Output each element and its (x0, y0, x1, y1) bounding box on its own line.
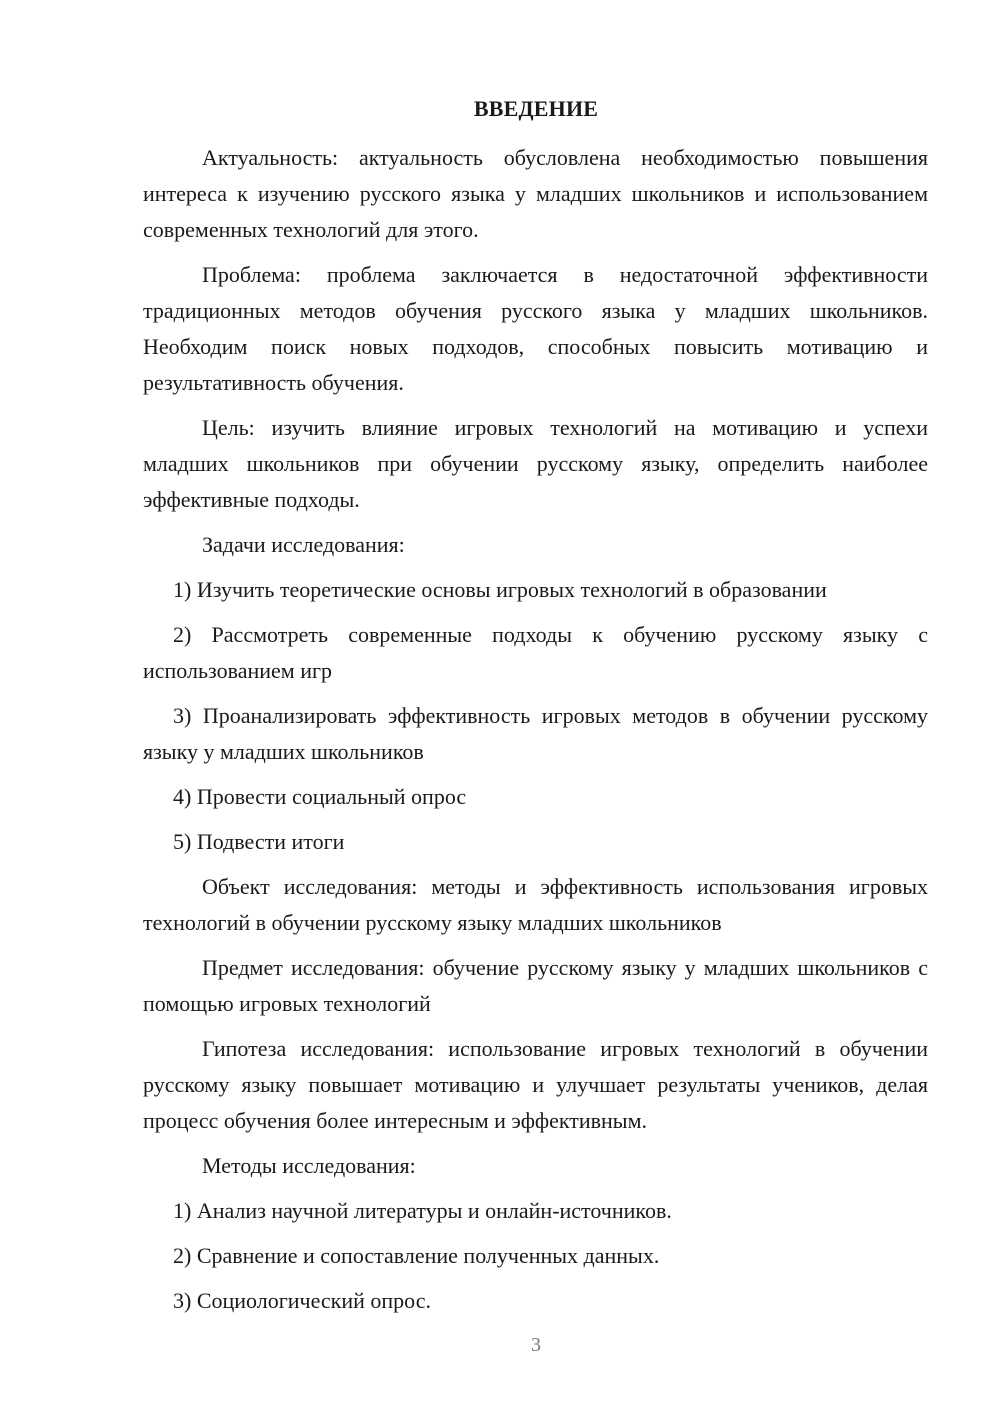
goal-paragraph: Цель: изучить влияние игровых технологий на мотивацию и успехи младших школьников при обучении русскому языку, определить наиболее эффективные подходы. (143, 415, 928, 512)
method-item: 2) Сравнение и сопоставление полученных данных. (173, 1243, 660, 1268)
task-item: 2) Рассмотреть современные подходы к обучению русскому языку с использованием игр (143, 622, 928, 683)
tasks-list (143, 572, 928, 860)
page-title: ВВЕДЕНИЕ (473, 96, 599, 121)
task-item: 3) Проанализировать эффективность игровых методов в обучении русскому языку у младших школьников (143, 703, 928, 764)
document-body (143, 140, 928, 1328)
problem-paragraph: Проблема: проблема заключается в недостаточной эффективности традиционных методов обучения русского языка у младших школьников. Необходим поиск новых подходов, способных повысить мотивацию и результативность обучения. (143, 262, 928, 395)
hypothesis-paragraph: Гипотеза исследования: использование игровых технологий в обучении русскому языку повышает мотивацию и улучшает результаты учеников, делая процесс обучения более интересным и эффективным. (143, 1036, 928, 1133)
relevance-paragraph: Актуальность: актуальность обусловлена необходимостью повышения интереса к изучению русского языка у младших школьников и использованием современных технологий для этого. (143, 145, 928, 242)
methods-list (143, 1193, 928, 1319)
task-item: 4) Провести социальный опрос (173, 784, 467, 809)
tasks-heading: Задачи исследования: (202, 532, 405, 557)
methods-heading: Методы исследования: (202, 1153, 416, 1178)
task-item: 5) Подвести итоги (173, 829, 345, 854)
method-item: 1) Анализ научной литературы и онлайн-источников. (173, 1198, 672, 1223)
task-item: 1) Изучить теоретические основы игровых технологий в образовании (173, 577, 827, 602)
method-item: 3) Социологический опрос. (173, 1288, 431, 1313)
page-number: 3 (531, 1334, 541, 1356)
subject-paragraph: Предмет исследования: обучение русскому языку у младших школьников с помощью игровых технологий (143, 955, 928, 1016)
object-paragraph: Объект исследования: методы и эффективность использования игровых технологий в обучении русскому языку младших школьников (143, 874, 928, 935)
